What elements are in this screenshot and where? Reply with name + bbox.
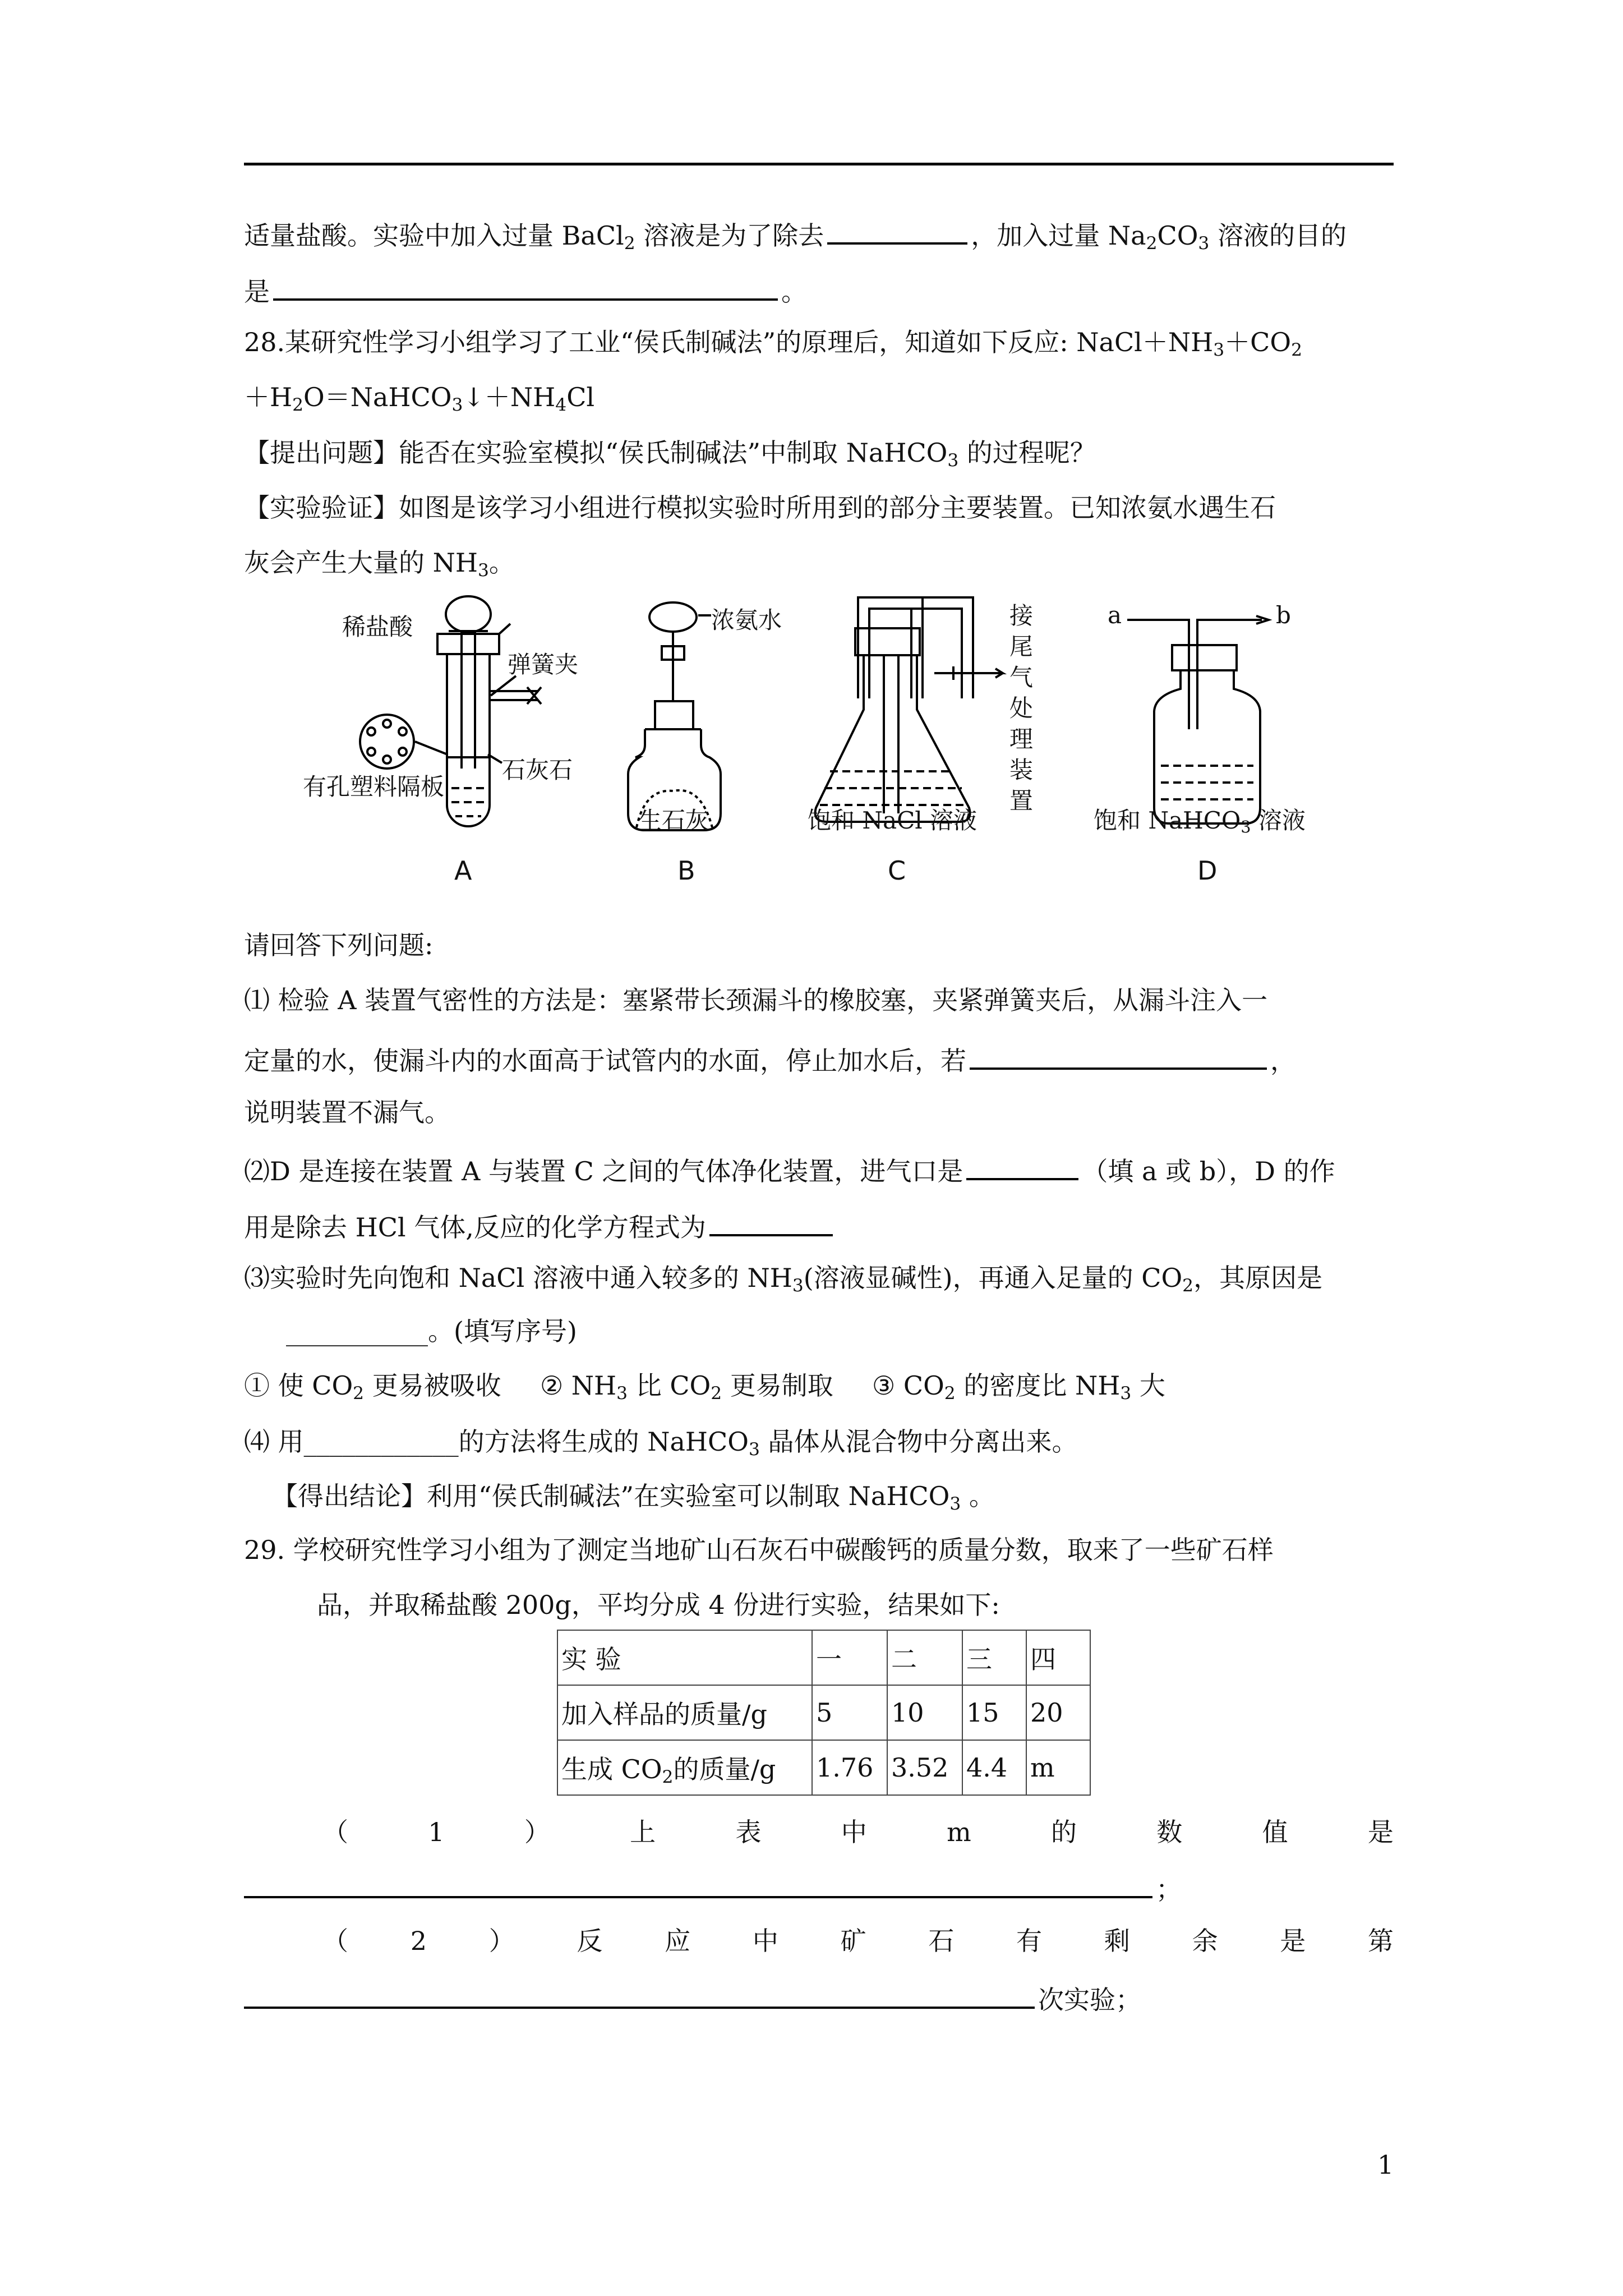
text-run: 灰会产生大量的 NH — [244, 547, 478, 578]
label-perforated-plate: 有孔塑料隔板 — [303, 773, 445, 800]
p3-line-2 — [286, 1314, 577, 1348]
text-run: ⑶实验时先向饱和 NaCl 溶液中通入较多的 NH — [244, 1263, 792, 1293]
label-conc-ammonia: 浓氨水 — [711, 606, 782, 634]
text-run: 大 — [1131, 1370, 1165, 1401]
text-run: ＋H — [244, 382, 293, 412]
table-cell: 5 — [812, 1685, 887, 1740]
table-row — [557, 1740, 1090, 1795]
p3-line-1 — [244, 1261, 1322, 1295]
text-run: 。 — [781, 277, 807, 307]
text-run: ， — [1270, 1046, 1296, 1076]
apparatus-c — [815, 597, 1003, 822]
text-run: ↓＋NH — [463, 382, 556, 412]
subscript: 3 — [947, 450, 959, 471]
table-cell: 一 — [812, 1630, 887, 1685]
spaced-char: 剩 — [1104, 1926, 1130, 1956]
label-dilute-hcl: 稀盐酸 — [342, 613, 413, 641]
table-cell: 3.52 — [887, 1740, 962, 1795]
subscript: 3 — [616, 1383, 628, 1404]
label-spring-clip: 弹簧夹 — [508, 651, 579, 678]
spaced-char: 表 — [735, 1817, 762, 1847]
text-run: 用是除去 HCl 气体,反应的化学方程式为 — [244, 1212, 706, 1243]
sub2-line-2 — [244, 1978, 1141, 2017]
table-cell: 4.4 — [962, 1740, 1026, 1795]
sub1-line-2 — [244, 1868, 1182, 1906]
text-run: 更易被吸收 — [364, 1370, 501, 1401]
spaced-char: ） — [524, 1817, 550, 1847]
spaced-char: 矿 — [840, 1926, 866, 1956]
subscript: 3 — [1213, 339, 1225, 360]
subscript: 2 — [1291, 339, 1302, 360]
option-2: ② NH — [540, 1370, 617, 1401]
label-nahco3-solution — [1094, 802, 1306, 836]
spaced-char: 1 — [428, 1817, 445, 1847]
sub2-line-1 — [322, 1924, 1394, 1958]
p1-line-2 — [244, 1039, 1296, 1078]
spaced-char: m — [947, 1817, 971, 1847]
subscript: 3 — [451, 394, 463, 415]
text-run: O＝NaHCO — [303, 382, 452, 412]
table-cell — [557, 1740, 812, 1795]
answer-blank-equation[interactable] — [709, 1206, 833, 1236]
subscript: 2 — [1146, 233, 1158, 254]
table-cell: 1.76 — [812, 1740, 887, 1795]
caption-a: A — [454, 855, 472, 886]
table-cell: 三 — [962, 1630, 1026, 1685]
option-1: ① 使 CO — [244, 1370, 353, 1401]
text-run: 。 — [488, 547, 515, 578]
answer-blank-reason[interactable]: ___________ — [286, 1316, 428, 1346]
p1-line-3: 说明装置不漏气。 — [244, 1097, 450, 1128]
spaced-char: 的 — [1050, 1817, 1077, 1847]
text-run: 【实验验证】如图是该学习小组进行模拟实验时所用到的部分主要装置。已知浓氨水遇生石 — [244, 493, 1276, 523]
spaced-char: 值 — [1262, 1817, 1288, 1847]
table-cell: 二 — [887, 1630, 962, 1685]
subscript: 2 — [711, 1383, 722, 1404]
q29-line-1: 29. 学校研究性学习小组为了测定当地矿山石灰石中碳酸钙的质量分数，取来了一些矿石样 — [244, 1535, 1274, 1565]
text-run: ＋CO — [1224, 327, 1292, 357]
text-run: 溶液的目的 — [1209, 220, 1347, 251]
spaced-char: 应 — [665, 1926, 691, 1956]
spaced-char: 是 — [1367, 1817, 1394, 1847]
table-cell: 四 — [1026, 1630, 1090, 1685]
subscript: 3 — [792, 1275, 804, 1296]
subscript: 3 — [1241, 817, 1251, 837]
apparatus-figure — [0, 0, 1623, 920]
text-run: ，加入过量 Na — [971, 220, 1146, 251]
spaced-char: （ — [322, 1817, 348, 1847]
caption-d: D — [1197, 855, 1218, 886]
table-cell: m — [1026, 1740, 1090, 1795]
text-run: ⑵D 是连接在装置 A 与装置 C 之间的气体净化装置，进气口是 — [244, 1156, 963, 1186]
label-port-b: b — [1276, 601, 1291, 629]
answer-prompt: 请回答下列问题: — [244, 930, 434, 960]
label-port-a: a — [1108, 601, 1122, 629]
table-cell: 20 — [1026, 1685, 1090, 1740]
text-run: （填 a 或 b），D 的作 — [1082, 1156, 1335, 1186]
spaced-char: 2 — [410, 1926, 427, 1956]
text-run: 。(填写序号) — [428, 1316, 577, 1346]
text-run: ⑷ 用 — [244, 1427, 304, 1457]
spaced-char: 石 — [928, 1926, 955, 1956]
text-run: ； — [1156, 1874, 1182, 1904]
spaced-char: 数 — [1156, 1817, 1183, 1847]
subscript: 3 — [748, 1439, 760, 1460]
caption-b: B — [677, 855, 695, 886]
answer-blank-separation[interactable]: ____________ — [303, 1427, 459, 1457]
p2-line-2 — [244, 1206, 836, 1244]
text-run: 晶体从混合物中分离出来。 — [759, 1427, 1078, 1457]
text-run: 溶液是为了除去 — [635, 220, 824, 251]
answer-blank-inlet[interactable] — [966, 1150, 1078, 1180]
sub1-line-1 — [322, 1815, 1394, 1849]
spaced-char: ） — [488, 1926, 515, 1956]
text-run: 定量的水，使漏斗内的水面高于试管内的水面，停止加水后，若 — [244, 1046, 966, 1076]
text-run: ，其原因是 — [1193, 1263, 1323, 1293]
spaced-char: 中 — [841, 1817, 867, 1847]
text-run: 的过程呢？ — [958, 438, 1096, 468]
subscript: 3 — [1198, 233, 1210, 254]
text-run: 是 — [244, 277, 270, 307]
subscript: 4 — [555, 394, 567, 415]
label-quicklime: 生石灰 — [638, 807, 709, 834]
answer-blank-m-value[interactable] — [244, 1868, 1152, 1898]
spaced-char: 余 — [1192, 1926, 1218, 1956]
text-run: 溶液 — [1251, 807, 1306, 834]
text-run: 。 — [961, 1481, 995, 1511]
subscript: 2 — [353, 1383, 365, 1404]
spaced-char: 有 — [1016, 1926, 1043, 1956]
subscript: 2 — [1182, 1275, 1194, 1296]
text-run: 28.某研究性学习小组学习了工业“侯氏制碱法”的原理后，知道如下反应: NaCl＋NH — [244, 327, 1214, 357]
text-run: CO — [1157, 220, 1198, 251]
label-limestone: 石灰石 — [502, 756, 573, 784]
spaced-char: （ — [322, 1926, 348, 1956]
answer-blank-airtight[interactable] — [970, 1039, 1267, 1070]
text-run: 的密度比 NH — [955, 1370, 1121, 1401]
table-cell: 10 — [887, 1685, 962, 1740]
spaced-char: 是 — [1280, 1926, 1306, 1956]
text-run: 比 CO — [628, 1370, 711, 1401]
apparatus-b — [628, 602, 721, 830]
conclusion-line — [272, 1479, 995, 1513]
subscript: 2 — [944, 1383, 956, 1404]
spaced-char: 第 — [1367, 1926, 1394, 1956]
table-row — [557, 1630, 1090, 1685]
spaced-char: 中 — [752, 1926, 778, 1956]
table-cell: 实 验 — [557, 1630, 812, 1685]
p1-line-1: ⑴ 检验 A 装置气密性的方法是：塞紧带长颈漏斗的橡胶塞，夹紧弹簧夹后，从漏斗注入一 — [244, 985, 1268, 1015]
text-run: 饱和 NaHCO — [1094, 807, 1241, 834]
label-nacl-solution: 饱和 NaCl 溶液 — [808, 807, 978, 834]
spaced-char: 反 — [577, 1926, 603, 1956]
caption-c: C — [888, 855, 906, 886]
option-3: ③ CO — [872, 1370, 944, 1401]
p3-options — [244, 1369, 1165, 1402]
spaced-char: 上 — [630, 1817, 656, 1847]
p4-line — [244, 1425, 1077, 1458]
label-tail-gas: 接尾气处理装置 — [1009, 602, 1034, 815]
text-run: 适量盐酸。实验中加入过量 BaCl — [244, 220, 624, 251]
subscript: 2 — [662, 1766, 674, 1787]
table-row — [557, 1685, 1090, 1740]
text-run: 更易制取 — [722, 1370, 833, 1401]
subscript: 2 — [292, 394, 304, 415]
table-cell: 加入样品的质量/g — [557, 1685, 812, 1740]
subscript: 3 — [1120, 1383, 1132, 1404]
subscript: 3 — [478, 560, 489, 581]
subscript: 2 — [624, 233, 635, 254]
q29-line-2: 品，并取稀盐酸 200g，平均分成 4 份进行实验，结果如下: — [317, 1590, 1000, 1620]
table-cell: 15 — [962, 1685, 1026, 1740]
results-table — [557, 1630, 1091, 1796]
text-run: 生成 CO — [561, 1754, 662, 1784]
p2-line-1 — [244, 1150, 1335, 1188]
text-run: 【得出结论】利用“侯氏制碱法”在实验室可以制取 NaHCO — [272, 1481, 950, 1511]
answer-blank-trial-number[interactable] — [244, 1978, 1035, 2009]
text-run: 的方法将生成的 NaHCO — [458, 1427, 749, 1457]
text-run: 次实验； — [1038, 1985, 1141, 2015]
apparatus-d — [1127, 616, 1269, 823]
page-number: 1 — [1377, 2150, 1394, 2180]
text-run: 的质量/g — [673, 1754, 776, 1784]
text-run: (溶液显碱性)，再通入足量的 CO — [803, 1263, 1183, 1293]
subscript: 3 — [949, 1493, 961, 1514]
text-run: Cl — [566, 382, 595, 412]
text-run: 【提出问题】能否在实验室模拟“侯氏制碱法”中制取 NaHCO — [244, 438, 948, 468]
